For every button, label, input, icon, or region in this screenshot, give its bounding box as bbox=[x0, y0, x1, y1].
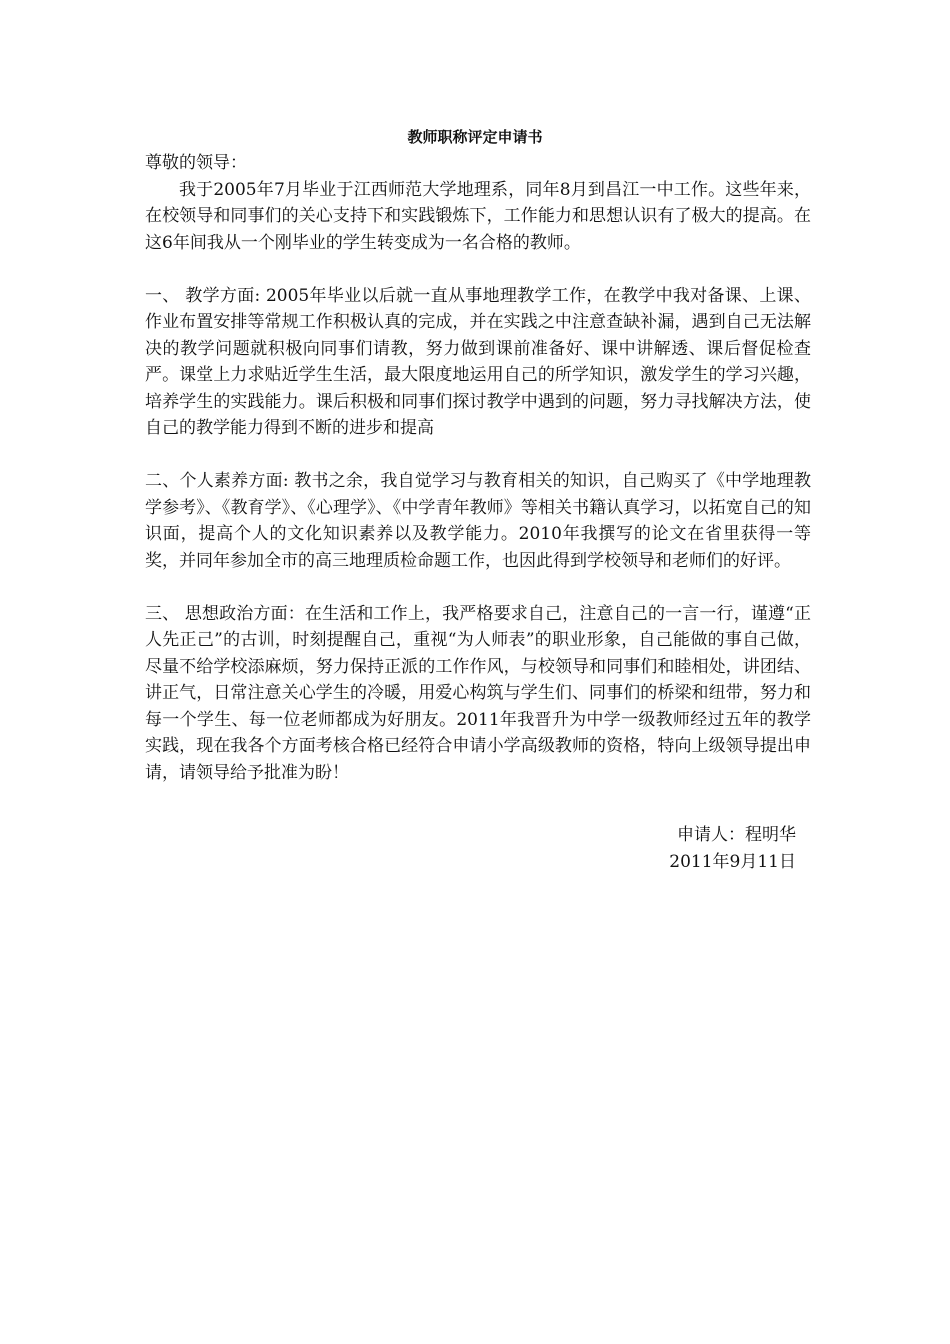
applicant-name: 申请人：程明华 bbox=[677, 825, 796, 845]
section-political-thought: 三、 思想政治方面：在生活和工作上，我严格要求自己，注意自己的一言一行，谨遵“正人先正己”的古训，时刻提醒自己，重视“为人师表”的职业形象，自己能做的事自己做，尽量不给学校添麻烦，努力保持正派的工作作风，与校领导和同事们和睦相处，讲团结、讲正气，日常注意关心学生的冷暖，用爱心构筑与学生们、同事们的桥梁和纽带，努力和每一个学生、每一位老师都成为好朋友。2011年我晋升为中学一级教师经过五年的教学实践，现在我各个方面考核合格已经符合申请小学高级教师的资格，特向上级领导提出申请，请领导给予批准为盼！ bbox=[145, 603, 811, 783]
greeting: 尊敬的领导： bbox=[145, 153, 247, 173]
document-body bbox=[145, 150, 811, 786]
document-title: 教师职称评定申请书 bbox=[407, 128, 543, 146]
signature-block bbox=[560, 822, 796, 876]
section-teaching: 一、 教学方面: 2005年毕业以后就一直从事地理教学工作，在教学中我对备课、上课、作业布置安排等常规工作积极认真的完成，并在实践之中注意查缺补漏，遇到自己无法解决的教学问题就积极向同事们请教，努力做到课前准备好、课中讲解透、课后督促检查严。课堂上力求贴近学生生活，最大限度地运用自己的所学知识，激发学生的学习兴趣， 培养学生的实践能力。课后积极和同事们探讨教学中遇到的问题，努力寻找解决方法，使自己的教学能力得到不断的进步和提高 bbox=[145, 285, 811, 438]
section-personal-quality: 二、个人素养方面: 教书之余，我自觉学习与教育相关的知识，自己购买了《中学地理教学参考》、《教育学》、《心理学》、《中学青年教师》等相关书籍认真学习，以拓宽自己的知识面，提高个人的文化知识素养以及教学能力。2010年我撰写的论文在省里获得一等奖，并同年参加全市的高三地理质检命题工作，也因此得到学校领导和老师们的好评。 bbox=[145, 471, 811, 571]
application-date: 2011年9月11日 bbox=[669, 852, 796, 872]
intro-paragraph: 我于2005年7月毕业于江西师范大学地理系，同年8月到昌江一中工作。这些年来，在校领导和同事们的关心支持下和实践锻炼下，工作能力和思想认识有了极大的提高。在这6年间我从一个刚毕业的学生转变成为一名合格的教师。 bbox=[145, 179, 811, 253]
